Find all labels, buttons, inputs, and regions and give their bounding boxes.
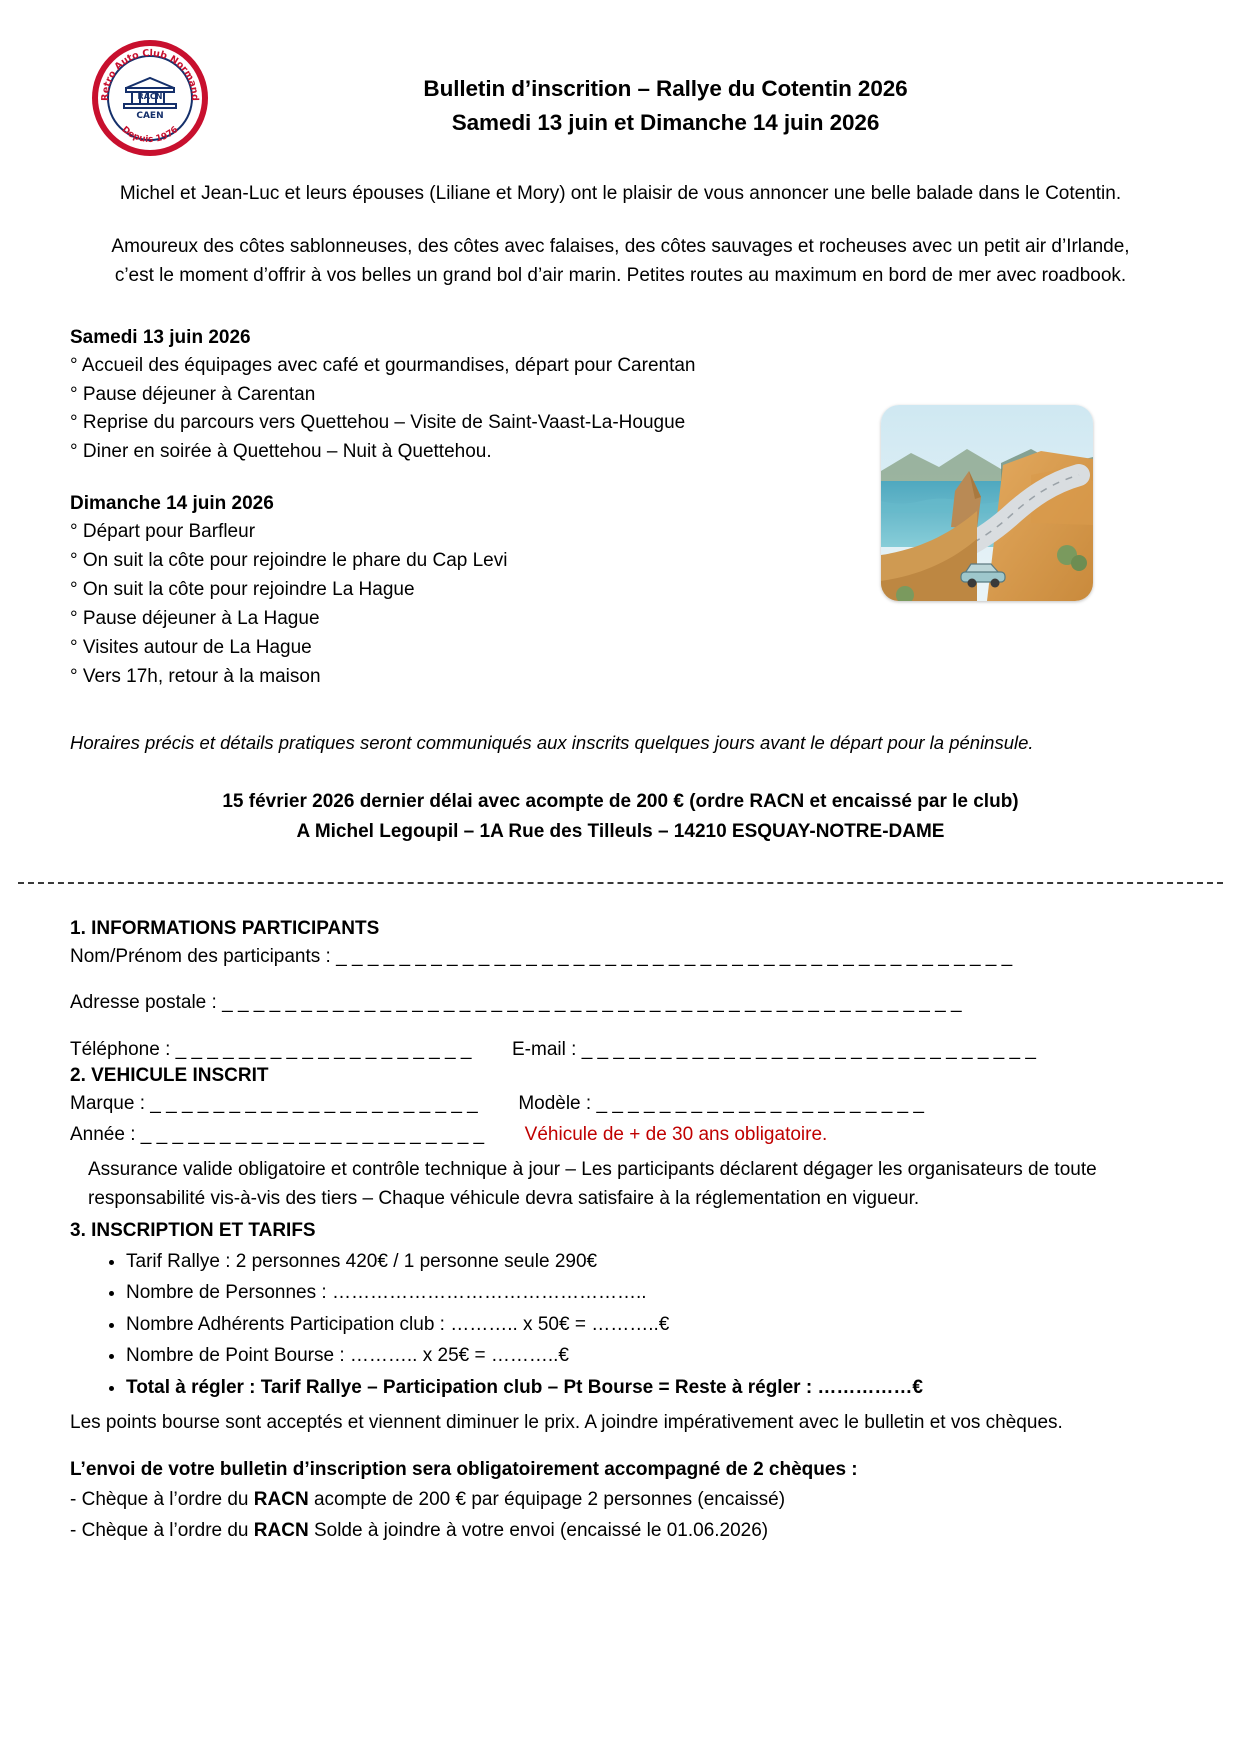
sunday-line-2: ° On suit la côte pour rejoindre le phare du Cap Levi [70, 550, 508, 571]
phone-input[interactable]: _ _ _ _ _ _ _ _ _ _ _ _ _ _ _ _ _ _ _ [175, 1038, 472, 1060]
email-input[interactable]: _ _ _ _ _ _ _ _ _ _ _ _ _ _ _ _ _ _ _ _ _ _ _ _ _ _ _ _ _ [581, 1038, 1036, 1060]
cheque-2-club: RACN [253, 1519, 309, 1541]
participants-names-row [70, 942, 1171, 972]
cheques-requirement: L’envoi de votre bulletin d’inscription sera obligatoirement accompagné de 2 chèques : [70, 1459, 858, 1481]
saturday-line-1: ° Accueil des équipages avec café et gourmandises, départ pour Carentan [70, 354, 696, 376]
tariff-list [70, 1246, 1171, 1404]
cheque-1-post: acompte de 200 € par équipage 2 personnes (encaissé) [308, 1489, 786, 1511]
cut-here-separator [18, 882, 1223, 884]
brand-model-row [70, 1089, 1171, 1119]
registration-form [70, 918, 1171, 1546]
list-item[interactable]: • Nombre de Personnes : ………………………………………….. [126, 1277, 1171, 1309]
phone-email-row [70, 1035, 1171, 1065]
cheque-line-2 [70, 1516, 1171, 1546]
list-item[interactable]: • Nombre de Point Bourse : ……….. x 25€ = ………..€ [126, 1340, 1171, 1372]
sunday-line-4: ° Pause déjeuner à La Hague [70, 607, 320, 629]
cheque-1-pre: - Chèque à l’ordre du [70, 1489, 254, 1511]
year-row [70, 1120, 1171, 1150]
schedule-section [70, 327, 1171, 692]
title-line-2: Samedi 13 juin et Dimanche 14 juin 2026 [451, 109, 880, 135]
title-line-1: Bulletin d’inscrition – Rallye du Cotentin 2026 [423, 76, 908, 101]
sunday-line-1: ° Départ pour Barfleur [70, 521, 256, 543]
model-label: Modèle : [518, 1093, 592, 1115]
svg-text:Depuis 1976: Depuis 1976 [119, 124, 181, 146]
deadline-line-1: 15 février 2026 dernier délai avec acompte de 200 € (ordre RACN et encaissé par le club) [222, 791, 1019, 813]
cheque-2-pre: - Chèque à l’ordre du [70, 1519, 254, 1541]
points-bourse-note: Les points bourse sont acceptés et viennent diminuer le prix. A joindre impérativement avec le bulletin et vos chèques. [70, 1412, 1063, 1434]
address-row [70, 988, 1171, 1018]
deadline-block [70, 787, 1171, 846]
saturday-line-4: ° Diner en soirée à Quettehou – Nuit à Quettehou. [70, 441, 492, 463]
address-label: Adresse postale : [70, 992, 217, 1014]
cheque-1-club: RACN [253, 1489, 309, 1511]
brand-label: Marque : [70, 1093, 145, 1115]
list-item: • Tarif Rallye : 2 personnes 420€ / 1 personne seule 290€ [126, 1246, 1171, 1278]
deadline-line-2: A Michel Legoupil – 1A Rue des Tilleuls – 14210 ESQUAY-NOTRE-DAME [296, 820, 945, 842]
section-1-title: 1. INFORMATIONS PARTICIPANTS [70, 918, 380, 939]
document-header [70, 34, 1171, 154]
list-item[interactable]: • Nombre Adhérents Participation club : ……….. x 50€ = ………..€ [126, 1309, 1171, 1341]
racn-club-logo [92, 40, 208, 156]
page-title [70, 34, 1171, 140]
saturday-title: Samedi 13 juin 2026 [70, 326, 251, 348]
intro-paragraph-2: Amoureux des côtes sablonneuses, des côtes avec falaises, des côtes sauvages et rocheuses avec un petit air d’Irlande, c’est le moment d’offrir à vos belles un grand bol d’air marin. Petites routes au maximum en bord de mer avec roadbook. [111, 235, 1130, 286]
address-input[interactable]: _ _ _ _ _ _ _ _ _ _ _ _ _ _ _ _ _ _ _ _ _ _ _ _ _ _ _ _ _ _ _ _ _ _ _ _ _ _ _ _ _ _ _ _ _ _ _ [222, 992, 962, 1014]
total-to-pay-item[interactable]: • Total à régler : Tarif Rallye – Participation club – Pt Bourse = Reste à régler : ……………€ [126, 1372, 1171, 1404]
sunday-line-3: ° On suit la côte pour rejoindre La Hague [70, 578, 415, 600]
vehicle-age-notice: Véhicule de + de 30 ans obligatoire. [524, 1123, 828, 1145]
cheque-line-1 [70, 1485, 1171, 1515]
saturday-line-3: ° Reprise du parcours vers Quettehou – Visite de Saint-Vaast-La-Hougue [70, 412, 686, 434]
intro-paragraph-1: Michel et Jean-Luc et leurs épouses (Liliane et Mory) ont le plaisir de vous annoncer une belle balade dans le Cotentin. [119, 183, 1122, 204]
practical-note: Horaires précis et détails pratiques seront communiqués aux inscrits quelques jours avant le départ pour la péninsule. [70, 732, 1034, 754]
phone-label: Téléphone : [70, 1038, 171, 1060]
svg-text:CAEN: CAEN [136, 111, 164, 121]
intro-paragraphs [70, 180, 1171, 291]
sunday-line-6: ° Vers 17h, retour à la maison [70, 665, 321, 687]
sunday-title: Dimanche 14 juin 2026 [70, 493, 274, 515]
cheque-2-post: Solde à joindre à votre envoi (encaissé le 01.06.2026) [308, 1519, 769, 1541]
coastal-road-photo [881, 405, 1093, 601]
model-input[interactable]: _ _ _ _ _ _ _ _ _ _ _ _ _ _ _ _ _ _ _ _ _ [596, 1093, 924, 1115]
year-input[interactable]: _ _ _ _ _ _ _ _ _ _ _ _ _ _ _ _ _ _ _ _ _ _ [140, 1123, 485, 1145]
year-label: Année : [70, 1123, 136, 1145]
svg-text:RACN: RACN [137, 92, 163, 101]
section-2-title: 2. VEHICULE INSCRIT [70, 1065, 269, 1087]
section-3-title: 3. INSCRIPTION ET TARIFS [70, 1219, 316, 1241]
email-label: E-mail : [512, 1038, 577, 1060]
participants-names-label: Nom/Prénom des participants : [70, 946, 331, 967]
participants-names-input[interactable]: _ _ _ _ _ _ _ _ _ _ _ _ _ _ _ _ _ _ _ _ _ _ _ _ _ _ _ _ _ _ _ _ _ _ _ _ _ _ _ _ _ _ _ [336, 946, 1013, 967]
sunday-line-5: ° Visites autour de La Hague [70, 636, 312, 658]
brand-input[interactable]: _ _ _ _ _ _ _ _ _ _ _ _ _ _ _ _ _ _ _ _ _ [150, 1093, 478, 1115]
insurance-disclaimer: Assurance valide obligatoire et contrôle technique à jour – Les participants déclarent dégager les organisateurs de toute responsabilité vis-à-vis des tiers – Chaque véhicule devra satisfaire à la réglementation en vigueur. [88, 1158, 1097, 1209]
saturday-line-2: ° Pause déjeuner à Carentan [70, 383, 316, 405]
svg-text:Retro Auto Club Normand: Retro Auto Club Normand [99, 47, 201, 102]
